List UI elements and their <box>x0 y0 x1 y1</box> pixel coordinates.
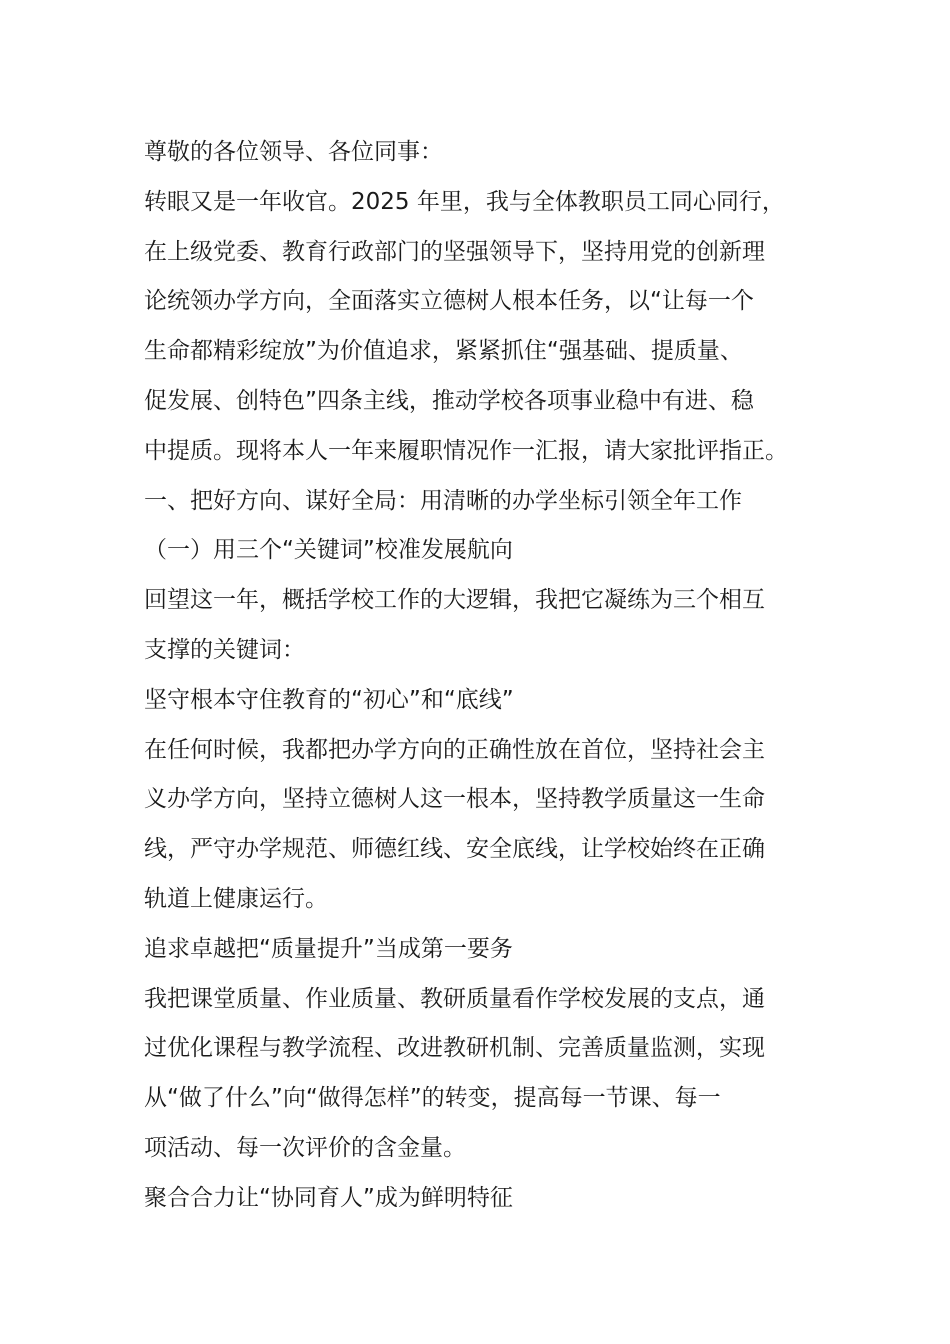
paragraph-line: 义办学方向，坚持立德树人这一根本，坚持教学质量这一生命 <box>144 786 765 813</box>
section-heading: 一、把好方向、谋好全局：用清晰的办学坐标引领全年工作 <box>144 487 742 514</box>
salutation: 尊敬的各位领导、各位同事： <box>144 139 443 165</box>
paragraph-line: 项活动、每一次评价的含金量。 <box>144 1134 466 1161</box>
keyword-heading: 追求卓越把“质量提升”当成第一要务 <box>144 935 513 962</box>
paragraph-line: 在上级党委、教育行政部门的坚强领导下，坚持用党的创新理 <box>144 238 765 265</box>
paragraph-line: 中提质。现将本人一年来履职情况作一汇报，请大家批评指正。 <box>144 437 788 464</box>
paragraph-line: 论统领办学方向，全面落实立德树人根本任务，以“让每一个 <box>144 288 754 315</box>
paragraph-line: 生命都精彩绽放”为价值追求，紧紧抓住“强基础、提质量、 <box>144 338 743 365</box>
paragraph-line: 促发展、创特色”四条主线，推动学校各项事业稳中有进、稳 <box>144 387 754 414</box>
subsection-heading: （一）用三个“关键词”校准发展航向 <box>144 537 513 564</box>
paragraph-line: 线，严守办学规范、师德红线、安全底线，让学校始终在正确 <box>144 836 765 863</box>
keyword-heading: 聚合合力让“协同育人”成为鲜明特征 <box>144 1184 513 1211</box>
keyword-heading: 坚守根本守住教育的“初心”和“底线” <box>144 686 514 713</box>
paragraph-line: 转眼又是一年收官。2025 年里，我与全体教职员工同心同行， <box>144 188 785 215</box>
paragraph-line: 轨道上健康运行。 <box>144 885 328 912</box>
paragraph-line: 支撑的关键词： <box>144 636 305 663</box>
document-body <box>144 128 834 1224</box>
paragraph-line: 我把课堂质量、作业质量、教研质量看作学校发展的支点，通 <box>144 985 765 1012</box>
paragraph-line: 从“做了什么”向“做得怎样”的转变，提高每一节课、每一 <box>144 1085 721 1112</box>
paragraph-line: 回望这一年，概括学校工作的大逻辑，我把它凝练为三个相互 <box>144 587 765 614</box>
paragraph-line: 过优化课程与教学流程、改进教研机制、完善质量监测，实现 <box>144 1035 765 1062</box>
paragraph-line: 在任何时候，我都把办学方向的正确性放在首位，坚持社会主 <box>144 736 765 763</box>
